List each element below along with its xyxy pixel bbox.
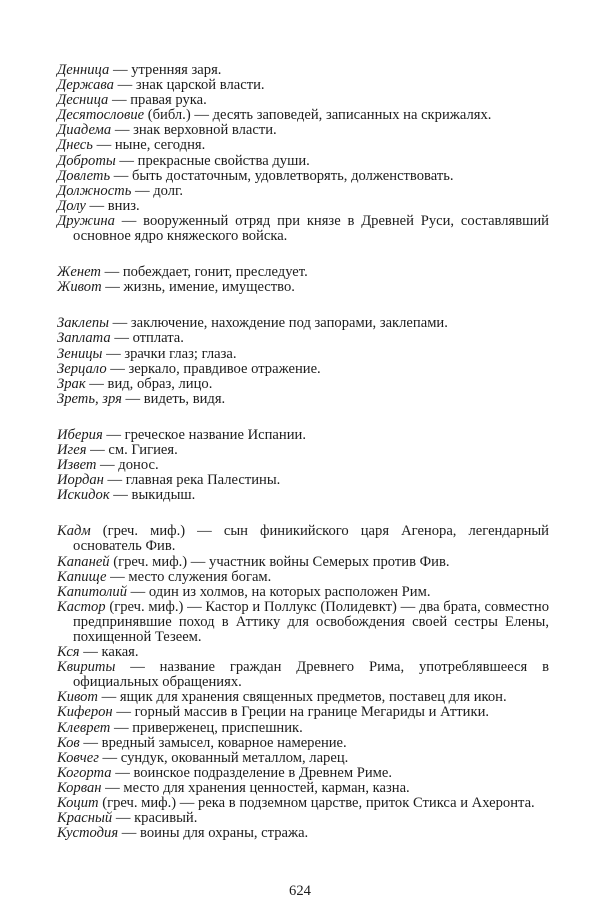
entry-term: Иберия — [57, 426, 103, 443]
glossary-entry — [57, 214, 549, 244]
entry-term: Капаней — [57, 553, 110, 570]
glossary-entry — [57, 78, 549, 93]
glossary-group-i — [57, 428, 549, 503]
glossary-entry — [57, 377, 549, 392]
entry-definition: — один из холмов, на которых расположен Рим. — [127, 583, 431, 600]
entry-definition: (греч. миф.) — участник войны Семерых против Фив. — [109, 553, 450, 570]
entry-definition: — выкидыш. — [109, 487, 196, 504]
glossary-entry — [57, 458, 549, 473]
entry-definition: — отплата. — [110, 330, 184, 347]
glossary-entry — [57, 392, 549, 407]
entry-definition: — ящик для хранения священных предметов, поставец для икон. — [97, 689, 507, 706]
glossary-entry — [57, 362, 549, 377]
group-divider-space — [57, 244, 549, 265]
entry-definition: — зеркало, правдивое отражение. — [106, 360, 321, 377]
entry-term: Дружина — [57, 212, 115, 229]
entry-definition: — название граждан Древнего Рима, употреблявшееся в официальных обращениях. — [73, 659, 549, 691]
entry-definition: — вниз. — [85, 197, 140, 214]
entry-term: Капище — [57, 568, 107, 585]
glossary-entry — [57, 705, 549, 720]
glossary-entry — [57, 645, 549, 660]
glossary-entry — [57, 690, 549, 705]
entry-term: Живот — [57, 279, 102, 296]
glossary-entry — [57, 826, 549, 841]
entry-definition: — вредный замысел, коварное намерение. — [79, 734, 347, 751]
entry-definition: — место служения богам. — [106, 568, 272, 585]
entry-definition: — прекрасные свойства души. — [115, 152, 310, 169]
entry-definition: — долг. — [131, 182, 184, 199]
entry-term: Когорта — [57, 764, 112, 781]
glossary-entry — [57, 488, 549, 503]
group-divider-space — [57, 295, 549, 316]
entry-definition: — утренняя заря. — [109, 62, 222, 78]
glossary-entry — [57, 184, 549, 199]
entry-term: Красный — [57, 810, 113, 827]
glossary-entry — [57, 555, 549, 570]
entry-term: Искидок — [57, 487, 110, 504]
glossary-entry — [57, 316, 549, 331]
glossary-entry — [57, 138, 549, 153]
entry-definition: — какая. — [79, 644, 139, 661]
glossary-entry — [57, 331, 549, 346]
entry-term: Извет — [57, 457, 97, 474]
page-number: 624 — [289, 883, 311, 899]
entry-term: Довлеть — [57, 167, 111, 184]
glossary-entry — [57, 428, 549, 443]
entry-term: Зреть, зря — [57, 390, 122, 407]
entry-definition: — место для хранения ценностей, карман, казна. — [101, 779, 410, 796]
glossary-entry — [57, 280, 549, 295]
entry-term: Зрак — [57, 375, 86, 392]
entry-definition: — см. Гигиея. — [86, 441, 178, 458]
entry-definition: — ныне, сегодня. — [92, 137, 206, 154]
entry-definition: — видеть, видя. — [121, 390, 226, 407]
entry-term: Кся — [57, 644, 80, 661]
glossary-entry — [57, 199, 549, 214]
entry-term: Денница — [57, 62, 110, 78]
glossary-entry — [57, 169, 549, 184]
glossary-entry — [57, 660, 549, 690]
glossary-entry — [57, 585, 549, 600]
entry-term: Кастор — [57, 598, 106, 615]
entry-term: Зерцало — [57, 360, 107, 377]
entry-term: Клеврет — [57, 719, 111, 736]
entry-term: Доброты — [57, 152, 116, 169]
glossary-entry — [57, 265, 549, 280]
glossary-entry — [57, 443, 549, 458]
glossary-entry — [57, 570, 549, 585]
glossary-entry — [57, 811, 549, 826]
glossary-entry — [57, 524, 549, 554]
entry-term: Женет — [57, 264, 101, 281]
entry-definition: — вооруженный отряд при князе в Древней Руси, составлявший основное ядро княжеского войска. — [73, 212, 549, 245]
entry-term: Десятословие — [57, 107, 145, 124]
glossary-entry — [57, 600, 549, 645]
entry-term: Диадема — [57, 122, 112, 139]
entry-definition: — горный массив в Греции на границе Мегариды и Аттики. — [112, 704, 490, 721]
glossary-group-k — [57, 524, 549, 841]
entry-term: Капитолий — [57, 583, 128, 600]
entry-term: Кустодия — [57, 825, 119, 842]
entry-definition: — греческое название Испании. — [102, 426, 306, 443]
entry-term: Ковчег — [57, 749, 99, 766]
group-divider-space — [57, 407, 549, 428]
entry-definition: — приверженец, приспешник. — [110, 719, 303, 736]
entry-term: Зеницы — [57, 345, 103, 362]
group-divider-space — [57, 503, 549, 524]
entry-definition: — правая рука. — [108, 92, 207, 109]
glossary-entry — [57, 347, 549, 362]
entry-definition: — быть достаточным, удовлетворять, долженствовать. — [110, 167, 454, 184]
entry-term: Держава — [57, 77, 114, 94]
entry-term: Игея — [57, 441, 87, 458]
glossary-entry — [57, 63, 549, 78]
glossary-entry — [57, 781, 549, 796]
entry-term: Квириты — [57, 659, 116, 676]
entry-definition: — заключение, нахождение под запорами, заклепами. — [109, 315, 448, 332]
entry-term: Ков — [57, 734, 80, 751]
glossary-entry — [57, 751, 549, 766]
glossary-entry — [57, 93, 549, 108]
glossary-entry — [57, 108, 549, 123]
entry-definition: — сундук, окованный металлом, ларец. — [98, 749, 349, 766]
glossary-entry — [57, 766, 549, 781]
entry-definition: — воины для охраны, стража. — [118, 825, 309, 842]
entry-term: Долу — [57, 197, 86, 214]
entry-definition: (греч. миф.) — сын финикийского царя Агенора, легендарный основатель Фив. — [73, 523, 549, 555]
entry-definition: — донос. — [96, 457, 159, 474]
entry-term: Должность — [57, 182, 132, 199]
glossary-page — [57, 63, 549, 841]
glossary-group-z — [57, 316, 549, 407]
entry-definition: — знак царской власти. — [113, 77, 265, 94]
entry-definition: (греч. миф.) — река в подземном царстве, приток Стикса и Ахеронта. — [98, 795, 535, 812]
glossary-entry — [57, 154, 549, 169]
entry-definition: — жизнь, имение, имущество. — [101, 279, 295, 296]
entry-definition: (библ.) — десять заповедей, записанных на скрижалях. — [144, 107, 492, 124]
entry-term: Коцит — [57, 795, 99, 812]
entry-term: Заплата — [57, 330, 111, 347]
entry-definition: — зрачки глаз; глаза. — [102, 345, 237, 362]
glossary-entry — [57, 796, 549, 811]
entry-definition: — знак верховной власти. — [111, 122, 277, 139]
entry-term: Киферон — [57, 704, 113, 721]
entry-term: Днесь — [57, 137, 93, 154]
entry-definition: — красивый. — [112, 810, 198, 827]
glossary-entry — [57, 123, 549, 138]
entry-definition: — побеждает, гонит, преследует. — [100, 264, 308, 281]
entry-definition: — воинское подразделение в Древнем Риме. — [111, 764, 392, 781]
entry-term: Заклепы — [57, 315, 110, 332]
glossary-entry — [57, 736, 549, 751]
entry-definition: — вид, образ, лицо. — [85, 375, 213, 392]
glossary-group-zh — [57, 265, 549, 295]
entry-term: Иордан — [57, 472, 104, 489]
entry-definition: (греч. миф.) — Кастор и Поллукс (Полидевкт) — два брата, совместно предпринявшие поход в Аттику для освобождения своей сестры Елены, похищенной Тезеем. — [73, 598, 549, 645]
glossary-group-d — [57, 63, 549, 244]
entry-term: Кивот — [57, 689, 98, 706]
entry-term: Десница — [57, 92, 109, 109]
glossary-entry — [57, 721, 549, 736]
entry-term: Корван — [57, 779, 102, 796]
glossary-entry — [57, 473, 549, 488]
entry-term: Кадм — [57, 523, 91, 540]
entry-definition: — главная река Палестины. — [103, 472, 281, 489]
